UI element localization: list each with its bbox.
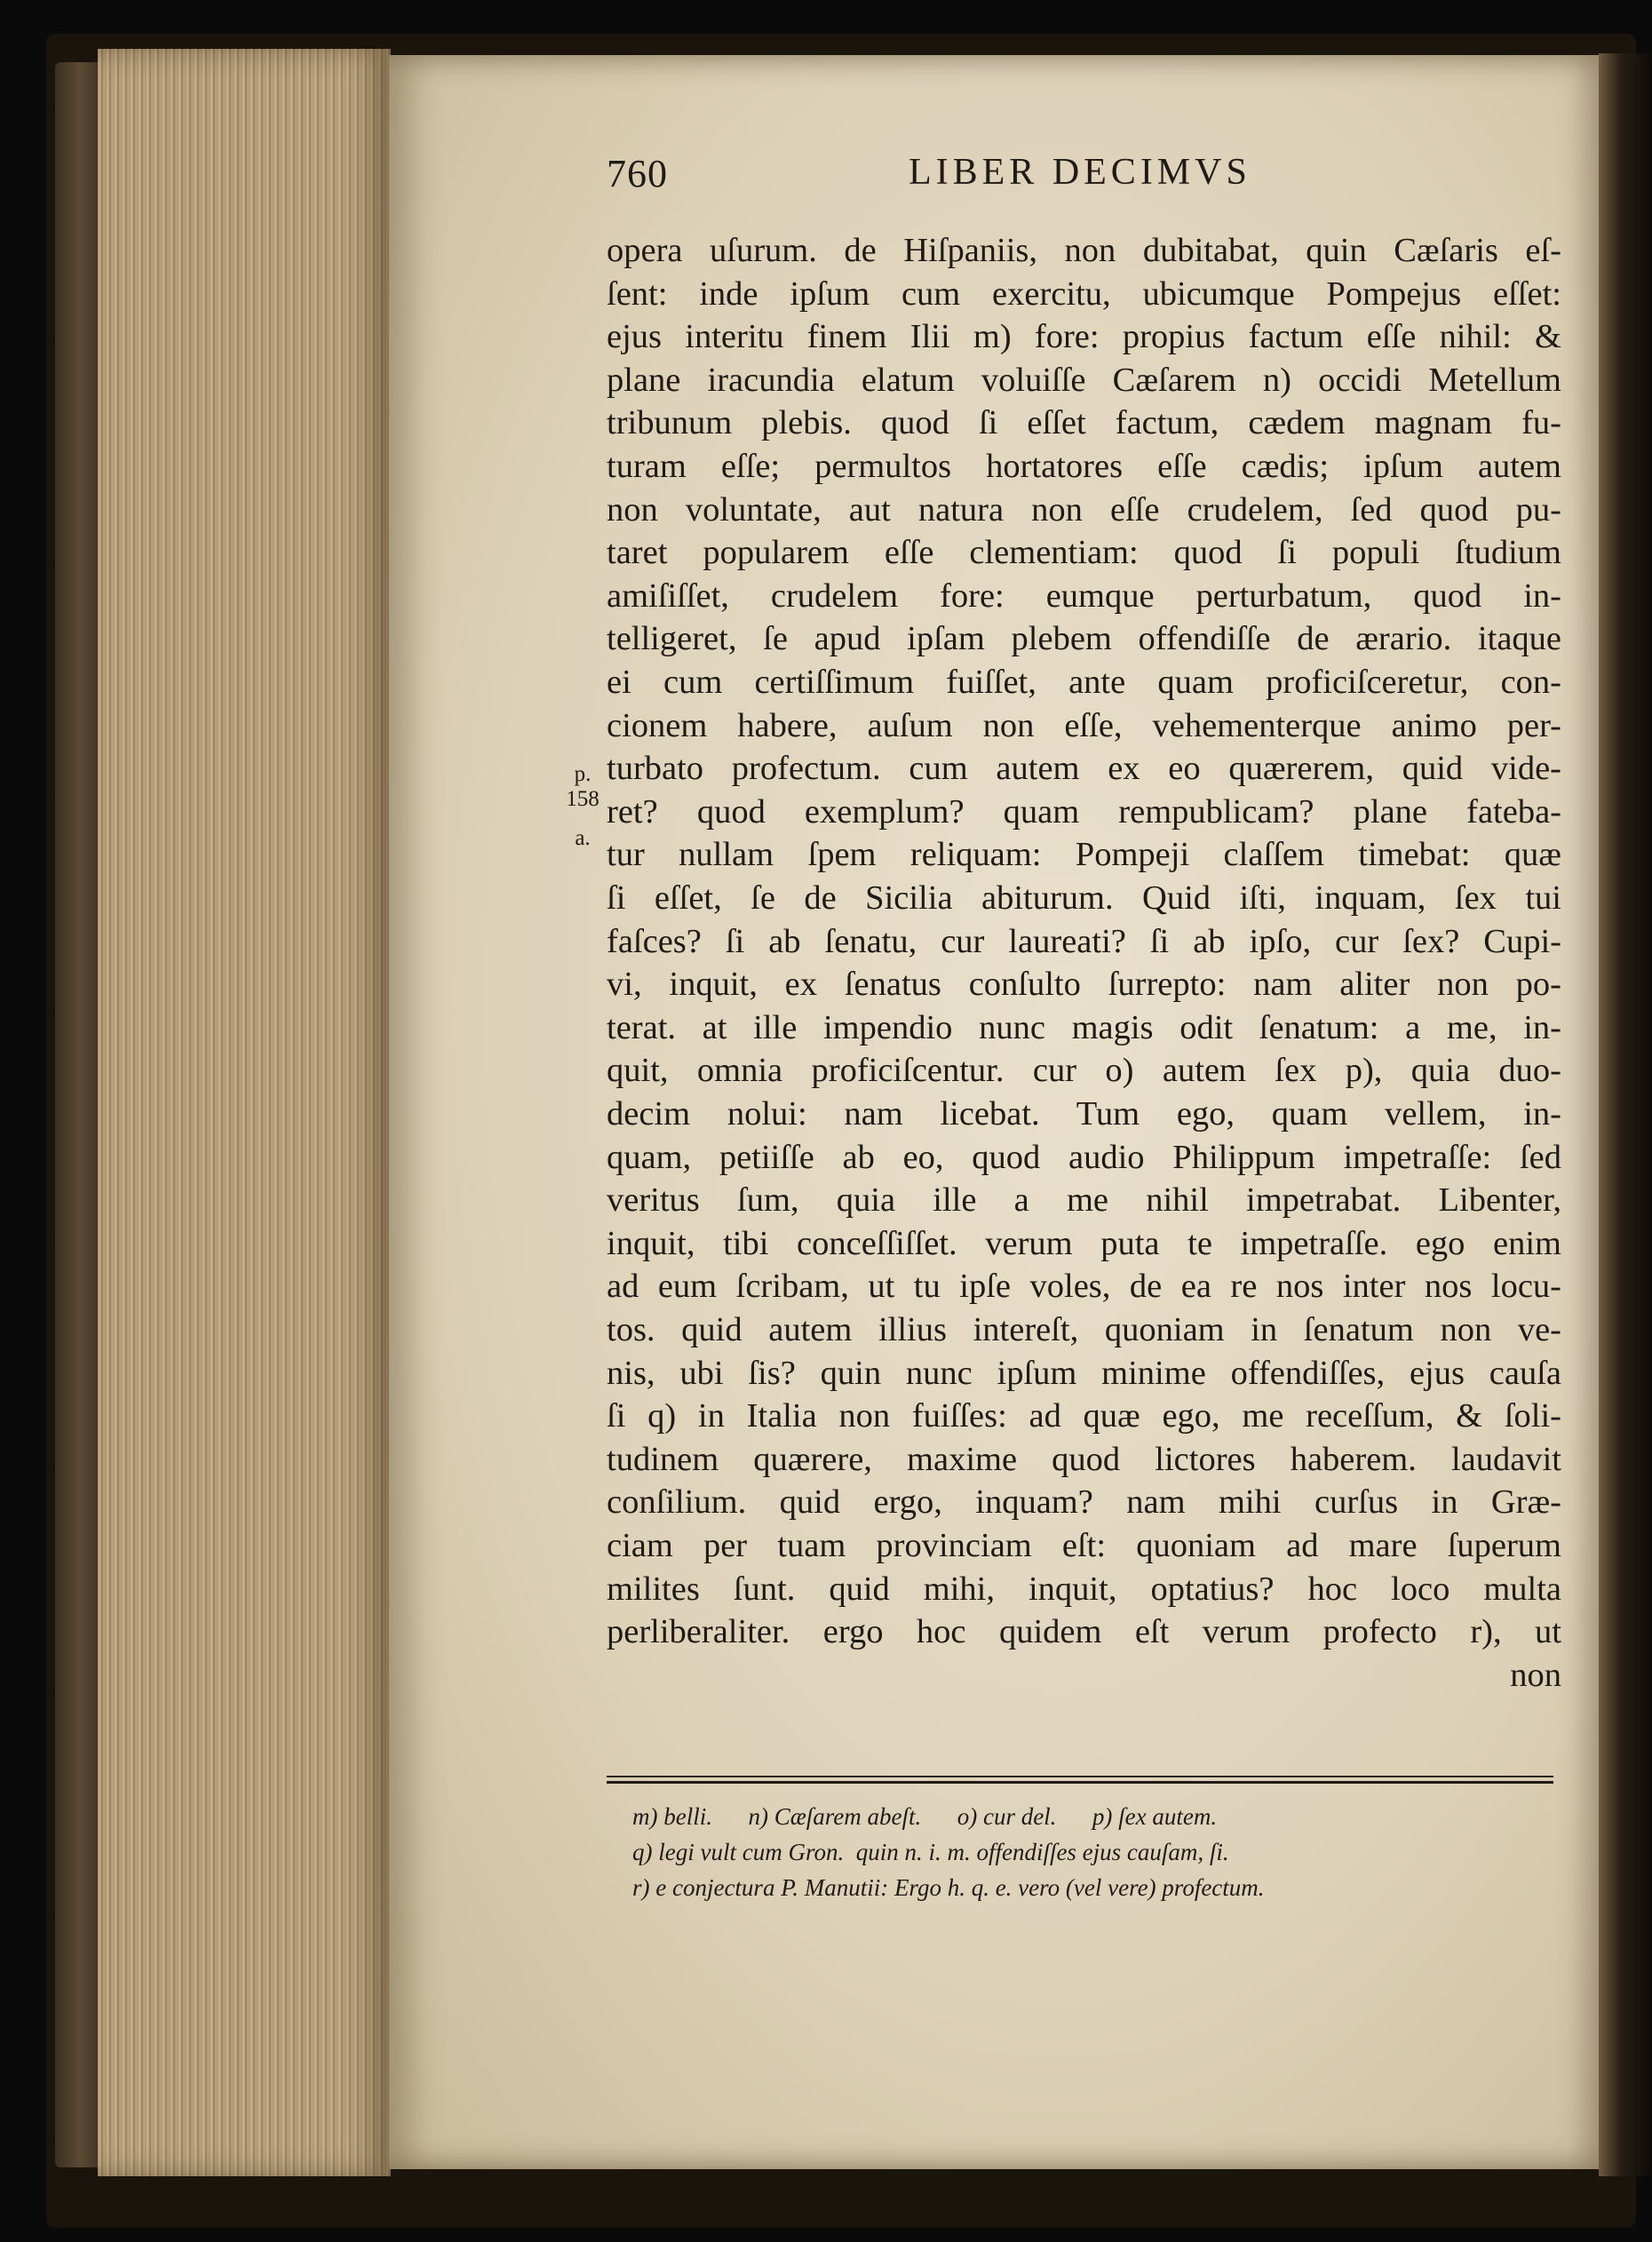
text-line: ciam per tuam provinciam eſt: quoniam ad mare ſuperum bbox=[607, 1527, 1561, 1564]
text-line: inquit, tibi conceſſiſſet. verum puta te impetraſſe. ego enim bbox=[607, 1224, 1561, 1262]
text-line: veritus ſum, quia ille a me nihil impetrabat. Libenter, bbox=[607, 1181, 1561, 1220]
text-line: non bbox=[1510, 1656, 1561, 1694]
text-line: ſi q) in Italia non fuiſſes: ad quæ ego, me receſſum, & ſoli- bbox=[607, 1397, 1561, 1435]
text-line: tos. quid autem illius intereſt, quoniam in ſenatum non ve- bbox=[607, 1311, 1561, 1348]
text-line: decim nolui: nam licebat. Tum ego, quam vellem, in- bbox=[607, 1095, 1561, 1133]
text-line: vi, inquit, ex ſenatus conſulto ſurrepto: nam aliter non po- bbox=[607, 966, 1561, 1004]
text-line: conſilium. quid ergo, inquam? nam mihi curſus in Græ- bbox=[607, 1483, 1561, 1522]
book-gutter bbox=[1599, 53, 1652, 2176]
text-line: faſces? ſi ab ſenatu, cur laureati? ſi ab ipſo, cur ſex? Cupi- bbox=[607, 922, 1561, 960]
footnote-rule-thick bbox=[607, 1781, 1553, 1784]
text-line: ei cum certiſſimum fuiſſet, ante quam proficiſceretur, con- bbox=[607, 664, 1561, 701]
margin-note-part: 158 bbox=[566, 787, 600, 811]
page-header bbox=[607, 151, 1561, 204]
page-number: 760 bbox=[607, 152, 668, 195]
text-line: ad eum ſcribam, ut tu ipſe voles, de ea re nos inter nos locu- bbox=[607, 1268, 1561, 1306]
footnote-line: q) legi vult cum Gron. quin n. i. m. offendiſſes ejus cauſam, ſi. bbox=[632, 1839, 1229, 1865]
text-line: quit, omnia proficiſcentur. cur o) autem ſex p), quia duo- bbox=[607, 1052, 1561, 1090]
text-line: ejus interitu finem Ilii m) fore: propius factum eſſe nihil: & bbox=[607, 318, 1561, 356]
text-line: terat. at ille impendio nunc magis odit ſenatum: a me, in- bbox=[607, 1008, 1561, 1046]
text-line: turbato profectum. cum autem ex eo quærerem, quid vide- bbox=[607, 750, 1561, 788]
text-line: milites ſunt. quid mihi, inquit, optatius? hoc loco multa bbox=[607, 1570, 1561, 1608]
text-line: turam eſſe; permultos hortatores eſſe cædis; ipſum autem bbox=[607, 448, 1561, 485]
footnote-line: m) belli. n) Cæſarem abeſt. o) cur del. p) ſex autem. bbox=[632, 1803, 1218, 1830]
text-line: perliberaliter. ergo hoc quidem eſt verum profecto r), ut bbox=[607, 1613, 1561, 1651]
text-line: tudinem quærere, maxime quod lictores haberem. laudavit bbox=[607, 1440, 1561, 1478]
text-line: ſent: inde ipſum cum exercitu, ubicumque Pompejus eſſet: bbox=[607, 274, 1561, 313]
text-line: quam, petiiſſe ab eo, quod audio Philippum impetraſſe: ſed bbox=[607, 1138, 1561, 1176]
text-line: opera uſurum. de Hiſpaniis, non dubitabat, quin Cæſaris eſ- bbox=[607, 232, 1561, 269]
text-line: plane iracundia elatum voluiſſe Cæſarem n) occidi Metellum bbox=[607, 361, 1561, 399]
text-line: nis, ubi ſis? quin nunc ipſum minime offendiſſes, ejus cauſa bbox=[607, 1354, 1561, 1392]
page-edges bbox=[98, 49, 391, 2176]
footnote-line: r) e conjectura P. Manutii: Ergo h. q. e. vero (vel vere) profectum. bbox=[632, 1874, 1265, 1901]
text-line: telligeret, ſe apud ipſam plebem offendiſſe de ærario. itaque bbox=[607, 620, 1561, 658]
running-head: LIBER DECIMVS bbox=[909, 152, 1251, 193]
text-line: taret popularem eſſe clementiam: quod ſi populi ſtudium bbox=[607, 534, 1561, 572]
footnote-rule bbox=[607, 1776, 1553, 1777]
text-line: ret? quod exemplum? quam rempublicam? plane fateba- bbox=[607, 792, 1561, 831]
margin-note-part: a. bbox=[575, 826, 591, 850]
text-line: cionem habere, auſum non eſſe, vehementerque animo per- bbox=[607, 706, 1561, 744]
text-line: amiſiſſet, crudelem fore: eumque perturbatum, quod in- bbox=[607, 576, 1561, 615]
text-line: ſi eſſet, ſe de Sicilia abiturum. Quid iſti, inquam, ſex tui bbox=[607, 879, 1561, 917]
text-line: non voluntate, aut natura non eſſe crudelem, ſed quod pu- bbox=[607, 490, 1561, 529]
margin-note-part: p. bbox=[574, 762, 592, 786]
text-line: tribunum plebis. quod ſi eſſet factum, cædem magnam fu- bbox=[607, 404, 1561, 442]
text-line: tur nullam ſpem reliquam: Pompeji claſſem timebat: quæ bbox=[607, 836, 1561, 874]
